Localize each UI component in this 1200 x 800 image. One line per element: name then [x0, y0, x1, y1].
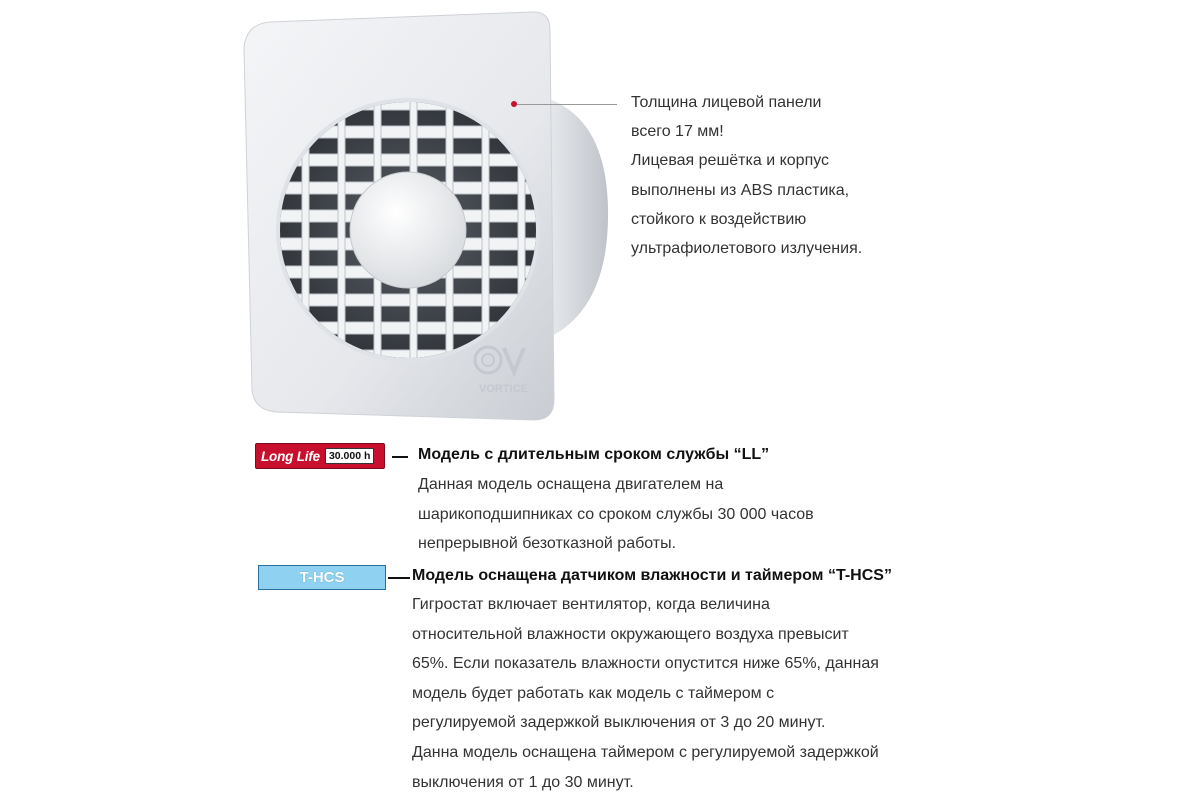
thcs-line: регулируемой задержкой выключения от 3 до 20 минут.: [412, 714, 826, 732]
panel-note-line: стойкого к воздействию: [631, 210, 807, 228]
thcs-title: Модель оснащена датчиком влажности и таймером “T-HCS”: [412, 567, 892, 584]
panel-note: [631, 88, 931, 263]
thcs-description: [412, 590, 879, 797]
longlife-title: Модель с длительным сроком службы “LL”: [418, 446, 770, 463]
thcs-line: относительной влажности окружающего воздуха превысит: [412, 625, 849, 643]
fan-product-image: [236, 8, 616, 428]
fan-illustration: [236, 8, 616, 428]
longlife-badge-hours: 30.000 h: [325, 448, 374, 464]
panel-note-line: выполнены из ABS пластика,: [631, 181, 850, 199]
thcs-line: Данна модель оснащена таймером с регулируемой задержкой: [412, 743, 879, 761]
thcs-line: выключения от 1 до 30 минут.: [412, 773, 634, 791]
thcs-line: модель будет работать как модель с таймером с: [412, 684, 775, 702]
thcs-line: Гигростат включает вентилятор, когда величина: [412, 596, 770, 613]
panel-note-line: Лицевая решётка и корпус: [631, 152, 830, 170]
thcs-dash: [388, 577, 410, 579]
longlife-line: шарикоподшипниках со сроком службы 30 000 часов: [418, 505, 814, 523]
longlife-badge-text: Long Life: [261, 448, 320, 464]
thcs-line: 65%. Если показатель влажности опустится ниже 65%, данная: [412, 655, 879, 673]
longlife-badge: [255, 443, 385, 469]
longlife-line: непрерывной безотказной работы.: [418, 535, 677, 553]
callout-line: [517, 104, 617, 105]
longlife-description: [418, 470, 814, 559]
brand-text: VORTICE: [479, 383, 528, 395]
longlife-dash: [392, 456, 408, 458]
thcs-badge: T-HCS: [258, 565, 386, 590]
panel-note-line: Толщина лицевой панели: [631, 94, 822, 111]
panel-note-line: всего 17 мм!: [631, 123, 724, 141]
longlife-line: Данная модель оснащена двигателем на: [418, 476, 724, 493]
panel-note-line: ультрафиолетового излучения.: [631, 240, 863, 258]
